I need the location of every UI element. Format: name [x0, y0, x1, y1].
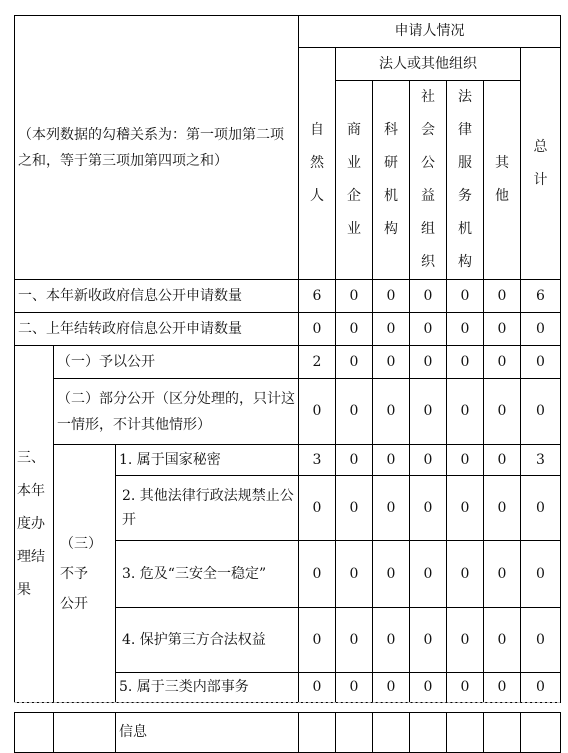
row-label: 4. 保护第三方合法权益: [116, 608, 299, 673]
cell-value: 0: [521, 673, 561, 703]
cell-value: 0: [410, 379, 447, 445]
row-label: 一、本年新收政府信息公开申请数量: [15, 280, 299, 313]
cell-value: 0: [521, 346, 561, 379]
cell-value: 0: [521, 608, 561, 673]
cell-value: 0: [484, 608, 521, 673]
col-legal-service: 法律服务机构: [447, 81, 484, 280]
cell-value: 0: [447, 608, 484, 673]
cell-value: 0: [410, 476, 447, 541]
cell-value: 0: [447, 673, 484, 703]
cell-value: 0: [373, 445, 410, 476]
cell-value: 0: [410, 541, 447, 608]
cell-value: 2: [299, 346, 336, 379]
cell-value: 0: [336, 280, 373, 313]
col-natural-person: 自然人: [299, 48, 336, 280]
cell-value: 0: [410, 445, 447, 476]
cell-value: 0: [373, 608, 410, 673]
cell-value: 0: [299, 476, 336, 541]
cell-value: 0: [410, 280, 447, 313]
cell-value: 0: [373, 280, 410, 313]
cell-value: 0: [336, 346, 373, 379]
cell-value: 0: [373, 379, 410, 445]
table-row: [15, 379, 561, 445]
cell-value: 0: [336, 673, 373, 703]
row-label: （二）部分公开（区分处理的，只计这一情形，不计其他情形）: [54, 379, 299, 445]
cell-value: 0: [447, 379, 484, 445]
empty-cell: [484, 713, 521, 753]
cell-value: 0: [447, 445, 484, 476]
empty-cell: [447, 713, 484, 753]
cell-value: 6: [521, 280, 561, 313]
cell-value: 0: [299, 379, 336, 445]
cell-value: 0: [336, 313, 373, 346]
cell-value: 0: [336, 476, 373, 541]
cell-value: 0: [336, 541, 373, 608]
cell-value: 0: [373, 673, 410, 703]
not-disclose-label: （三）不予公开: [54, 445, 116, 703]
cell-value: 0: [299, 541, 336, 608]
cell-value: 0: [336, 445, 373, 476]
cell-value: 0: [373, 541, 410, 608]
cell-value: 0: [336, 379, 373, 445]
cell-value: 3: [299, 445, 336, 476]
table-row: [15, 445, 561, 476]
cell-value: 0: [484, 673, 521, 703]
cell-value: 0: [299, 673, 336, 703]
description-cell: （本列数据的勾稽关系为：第一项加第二项之和，等于第三项加第四项之和）: [15, 16, 299, 280]
table-row: [15, 713, 561, 753]
cell-value: 0: [484, 280, 521, 313]
cell-value: 0: [447, 313, 484, 346]
row-label: 5. 属于三类内部事务: [116, 673, 299, 703]
cell-value: 0: [410, 313, 447, 346]
cell-value: 0: [484, 379, 521, 445]
section3-label: 三、本年度办理结果: [15, 346, 54, 703]
cell-value: 0: [484, 476, 521, 541]
cell-value: 0: [484, 541, 521, 608]
empty-cell: [54, 713, 116, 753]
cell-value: 0: [447, 346, 484, 379]
applicant-status-header: 申请人情况: [299, 16, 561, 48]
cell-value: 0: [336, 608, 373, 673]
info-disclosure-table: [14, 15, 561, 703]
cell-value: 0: [447, 476, 484, 541]
row-label: 二、上年结转政府信息公开申请数量: [15, 313, 299, 346]
continuation-table: [14, 712, 561, 753]
cell-value: 0: [484, 445, 521, 476]
row-label: 2. 其他法律行政法规禁止公开: [116, 476, 299, 541]
row-label: 信息: [116, 713, 299, 753]
empty-cell: [336, 713, 373, 753]
cell-value: 0: [373, 476, 410, 541]
cell-value: 0: [447, 280, 484, 313]
cell-value: 0: [447, 541, 484, 608]
cell-value: 0: [521, 379, 561, 445]
empty-cell: [410, 713, 447, 753]
cell-value: 0: [373, 313, 410, 346]
cell-value: 3: [521, 445, 561, 476]
cell-value: 0: [484, 346, 521, 379]
legal-group-header: 法人或其他组织: [336, 48, 521, 81]
cell-value: 0: [521, 476, 561, 541]
cell-value: 0: [521, 541, 561, 608]
col-research: 科研机构: [373, 81, 410, 280]
cell-value: 0: [299, 608, 336, 673]
col-public-welfare: 社会公益组织: [410, 81, 447, 280]
row-label: （一）予以公开: [54, 346, 299, 379]
empty-cell: [299, 713, 336, 753]
row-label: 1. 属于国家秘密: [116, 445, 299, 476]
cell-value: 0: [373, 346, 410, 379]
cell-value: 0: [410, 673, 447, 703]
table-row: [15, 346, 561, 379]
empty-cell: [15, 713, 54, 753]
row-label: 3. 危及“三安全一稳定”: [116, 541, 299, 608]
cell-value: 0: [410, 608, 447, 673]
cell-value: 0: [299, 313, 336, 346]
empty-cell: [373, 713, 410, 753]
cell-value: 0: [410, 346, 447, 379]
col-commercial: 商业企业: [336, 81, 373, 280]
empty-cell: [521, 713, 561, 753]
table-row: [15, 313, 561, 346]
col-total: 总计: [521, 48, 561, 280]
cell-value: 0: [521, 313, 561, 346]
cell-value: 6: [299, 280, 336, 313]
page-break-divider: [14, 702, 560, 703]
cell-value: 0: [484, 313, 521, 346]
table-row: [15, 280, 561, 313]
col-other: 其他: [484, 81, 521, 280]
